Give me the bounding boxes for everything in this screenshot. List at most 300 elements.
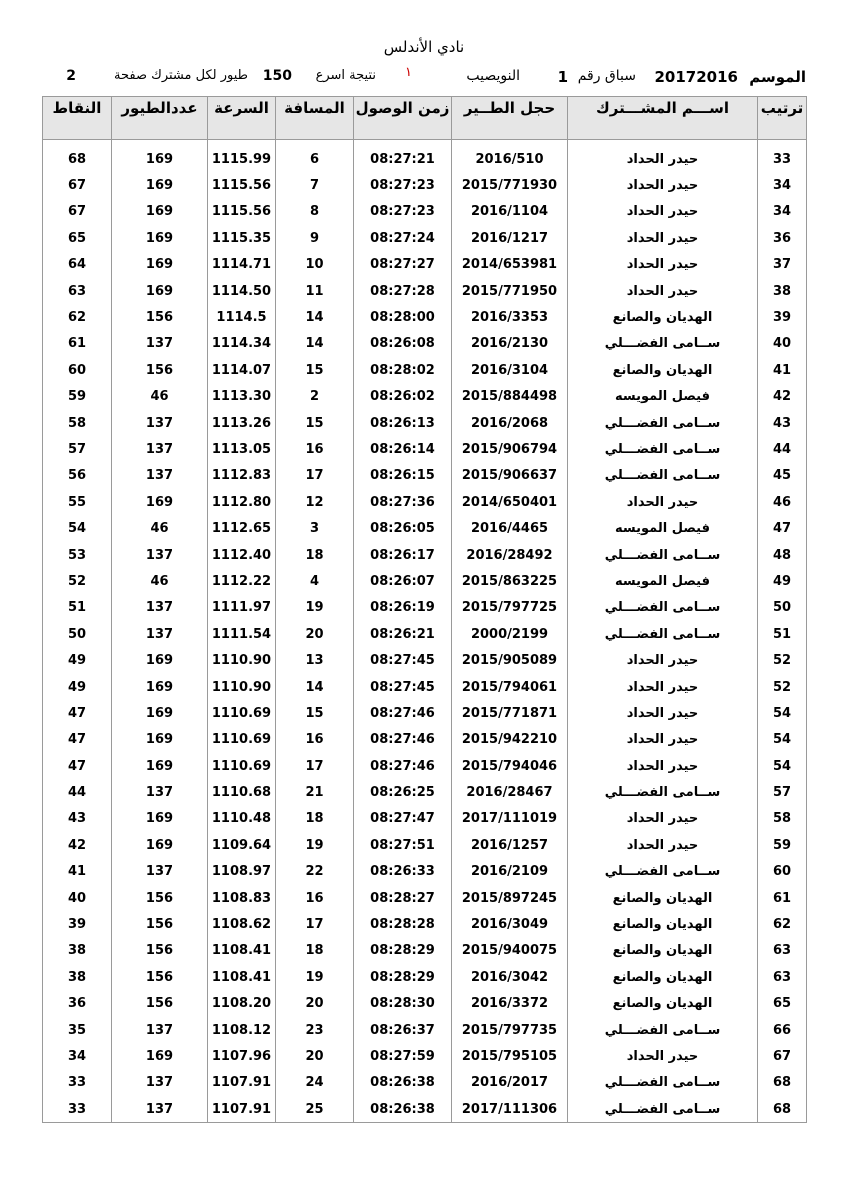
cell-points: 36 bbox=[43, 991, 112, 1017]
cell-speed: 1110.48 bbox=[208, 806, 276, 832]
cell-name: ســامى الفضـــلي bbox=[568, 859, 758, 885]
cell-name: حيدر الحداد bbox=[568, 1043, 758, 1069]
cell-birds: 169 bbox=[112, 806, 208, 832]
cell-distance: 16 bbox=[276, 885, 354, 911]
cell-name: الهديان والصانع bbox=[568, 885, 758, 911]
cell-points: 58 bbox=[43, 410, 112, 436]
cell-speed: 1115.56 bbox=[208, 199, 276, 225]
cell-ring: 2016/1217 bbox=[452, 225, 568, 251]
cell-rank: 54 bbox=[758, 727, 807, 753]
cell-rank: 34 bbox=[758, 199, 807, 225]
table-row bbox=[43, 964, 807, 990]
cell-name: حيدر الحداد bbox=[568, 252, 758, 278]
cell-points: 68 bbox=[43, 146, 112, 172]
table-row bbox=[43, 489, 807, 515]
cell-distance: 21 bbox=[276, 779, 354, 805]
cell-birds: 156 bbox=[112, 964, 208, 990]
cell-speed: 1115.56 bbox=[208, 172, 276, 198]
cell-speed: 1113.26 bbox=[208, 410, 276, 436]
cell-speed: 1112.22 bbox=[208, 568, 276, 594]
race-number-value: 1 bbox=[557, 68, 568, 86]
cell-name: ســامى الفضـــلي bbox=[568, 1070, 758, 1096]
cell-points: 59 bbox=[43, 384, 112, 410]
cell-speed: 1108.12 bbox=[208, 1017, 276, 1043]
cell-name: الهديان والصانع bbox=[568, 938, 758, 964]
cell-speed: 1108.97 bbox=[208, 859, 276, 885]
cell-name: حيدر الحداد bbox=[568, 806, 758, 832]
cell-birds: 156 bbox=[112, 938, 208, 964]
cell-points: 42 bbox=[43, 832, 112, 858]
cell-points: 49 bbox=[43, 674, 112, 700]
cell-points: 39 bbox=[43, 911, 112, 937]
cell-arrival: 08:28:28 bbox=[354, 911, 452, 937]
race-name: النويصيب bbox=[466, 68, 520, 84]
cell-points: 34 bbox=[43, 1043, 112, 1069]
cell-rank: 49 bbox=[758, 568, 807, 594]
cell-name: حيدر الحداد bbox=[568, 674, 758, 700]
cell-birds: 156 bbox=[112, 304, 208, 330]
cell-distance: 17 bbox=[276, 911, 354, 937]
cell-arrival: 08:27:23 bbox=[354, 172, 452, 198]
cell-distance: 4 bbox=[276, 568, 354, 594]
cell-birds: 169 bbox=[112, 647, 208, 673]
cell-distance: 16 bbox=[276, 436, 354, 462]
cell-points: 56 bbox=[43, 463, 112, 489]
cell-distance: 17 bbox=[276, 753, 354, 779]
col-header-distance: المسافة bbox=[276, 97, 354, 140]
cell-points: 49 bbox=[43, 647, 112, 673]
cell-speed: 1114.34 bbox=[208, 331, 276, 357]
cell-points: 35 bbox=[43, 1017, 112, 1043]
cell-name: حيدر الحداد bbox=[568, 727, 758, 753]
cell-ring: 2015/795105 bbox=[452, 1043, 568, 1069]
cell-arrival: 08:27:46 bbox=[354, 753, 452, 779]
cell-rank: 45 bbox=[758, 463, 807, 489]
cell-ring: 2016/3042 bbox=[452, 964, 568, 990]
results-table bbox=[42, 96, 807, 1123]
table-row bbox=[43, 885, 807, 911]
table-row bbox=[43, 991, 807, 1017]
cell-rank: 61 bbox=[758, 885, 807, 911]
table-row bbox=[43, 225, 807, 251]
cell-distance: 19 bbox=[276, 964, 354, 990]
table-row bbox=[43, 938, 807, 964]
cell-speed: 1113.05 bbox=[208, 436, 276, 462]
cell-rank: 58 bbox=[758, 806, 807, 832]
cell-rank: 52 bbox=[758, 647, 807, 673]
cell-ring: 2014/650401 bbox=[452, 489, 568, 515]
cell-name: ســامى الفضـــلي bbox=[568, 595, 758, 621]
cell-distance: 10 bbox=[276, 252, 354, 278]
cell-speed: 1108.62 bbox=[208, 911, 276, 937]
cell-rank: 68 bbox=[758, 1070, 807, 1096]
cell-arrival: 08:27:27 bbox=[354, 252, 452, 278]
cell-arrival: 08:26:14 bbox=[354, 436, 452, 462]
fastest-value: 150 bbox=[262, 68, 292, 84]
cell-ring: 2016/1104 bbox=[452, 199, 568, 225]
cell-birds: 169 bbox=[112, 674, 208, 700]
cell-birds: 156 bbox=[112, 991, 208, 1017]
table-row bbox=[43, 753, 807, 779]
cell-points: 63 bbox=[43, 278, 112, 304]
cell-ring: 2016/2130 bbox=[452, 331, 568, 357]
cell-name: حيدر الحداد bbox=[568, 753, 758, 779]
cell-distance: 8 bbox=[276, 199, 354, 225]
cell-name: فيصل المويسه bbox=[568, 515, 758, 541]
cell-points: 65 bbox=[43, 225, 112, 251]
cell-arrival: 08:26:07 bbox=[354, 568, 452, 594]
cell-points: 43 bbox=[43, 806, 112, 832]
table-row bbox=[43, 674, 807, 700]
cell-arrival: 08:27:36 bbox=[354, 489, 452, 515]
cell-birds: 169 bbox=[112, 199, 208, 225]
cell-arrival: 08:26:25 bbox=[354, 779, 452, 805]
table-row bbox=[43, 859, 807, 885]
cell-name: الهديان والصانع bbox=[568, 304, 758, 330]
cell-points: 33 bbox=[43, 1096, 112, 1123]
cell-arrival: 08:26:19 bbox=[354, 595, 452, 621]
cell-points: 64 bbox=[43, 252, 112, 278]
cell-name: ســامى الفضـــلي bbox=[568, 1096, 758, 1123]
cell-ring: 2015/906794 bbox=[452, 436, 568, 462]
cell-points: 53 bbox=[43, 542, 112, 568]
cell-birds: 137 bbox=[112, 331, 208, 357]
cell-arrival: 08:27:46 bbox=[354, 727, 452, 753]
cell-speed: 1111.97 bbox=[208, 595, 276, 621]
cell-points: 62 bbox=[43, 304, 112, 330]
cell-speed: 1115.35 bbox=[208, 225, 276, 251]
cell-birds: 169 bbox=[112, 225, 208, 251]
cell-speed: 1109.64 bbox=[208, 832, 276, 858]
cell-points: 38 bbox=[43, 964, 112, 990]
cell-arrival: 08:26:13 bbox=[354, 410, 452, 436]
cell-arrival: 08:26:17 bbox=[354, 542, 452, 568]
table-row bbox=[43, 595, 807, 621]
cell-ring: 2016/3353 bbox=[452, 304, 568, 330]
cell-birds: 46 bbox=[112, 568, 208, 594]
cell-ring: 2016/2109 bbox=[452, 859, 568, 885]
cell-points: 40 bbox=[43, 885, 112, 911]
cell-rank: 52 bbox=[758, 674, 807, 700]
cell-name: فيصل المويسه bbox=[568, 568, 758, 594]
cell-points: 47 bbox=[43, 700, 112, 726]
cell-rank: 54 bbox=[758, 753, 807, 779]
table-row bbox=[43, 172, 807, 198]
cell-name: حيدر الحداد bbox=[568, 832, 758, 858]
cell-rank: 36 bbox=[758, 225, 807, 251]
table-row bbox=[43, 727, 807, 753]
cell-rank: 50 bbox=[758, 595, 807, 621]
table-row bbox=[43, 647, 807, 673]
cell-birds: 137 bbox=[112, 1096, 208, 1123]
season-label: الموسم bbox=[749, 68, 806, 86]
cell-rank: 59 bbox=[758, 832, 807, 858]
cell-ring: 2016/3104 bbox=[452, 357, 568, 383]
cell-birds: 137 bbox=[112, 1070, 208, 1096]
fastest-label: نتيجة اسرع bbox=[315, 68, 376, 83]
cell-speed: 1113.30 bbox=[208, 384, 276, 410]
col-header-arrival: زمن الوصول bbox=[354, 97, 452, 140]
cell-arrival: 08:27:59 bbox=[354, 1043, 452, 1069]
cell-speed: 1107.91 bbox=[208, 1096, 276, 1123]
cell-ring: 2015/794061 bbox=[452, 674, 568, 700]
cell-rank: 60 bbox=[758, 859, 807, 885]
cell-speed: 1111.54 bbox=[208, 621, 276, 647]
cell-rank: 43 bbox=[758, 410, 807, 436]
cell-ring: 2000/2199 bbox=[452, 621, 568, 647]
table-row bbox=[43, 700, 807, 726]
cell-ring: 2015/905089 bbox=[452, 647, 568, 673]
cell-points: 50 bbox=[43, 621, 112, 647]
cell-points: 41 bbox=[43, 859, 112, 885]
cell-distance: 18 bbox=[276, 806, 354, 832]
race-info-line bbox=[42, 65, 806, 90]
cell-name: الهديان والصانع bbox=[568, 357, 758, 383]
cell-ring: 2015/897245 bbox=[452, 885, 568, 911]
cell-speed: 1108.20 bbox=[208, 991, 276, 1017]
table-row bbox=[43, 911, 807, 937]
cell-distance: 22 bbox=[276, 859, 354, 885]
cell-birds: 137 bbox=[112, 410, 208, 436]
cell-name: حيدر الحداد bbox=[568, 146, 758, 172]
cell-distance: 6 bbox=[276, 146, 354, 172]
table-row bbox=[43, 331, 807, 357]
cell-points: 55 bbox=[43, 489, 112, 515]
race-mark: ١ bbox=[405, 65, 412, 80]
cell-distance: 3 bbox=[276, 515, 354, 541]
cell-rank: 38 bbox=[758, 278, 807, 304]
cell-distance: 2 bbox=[276, 384, 354, 410]
cell-arrival: 08:28:29 bbox=[354, 938, 452, 964]
cell-speed: 1115.99 bbox=[208, 146, 276, 172]
cell-speed: 1108.41 bbox=[208, 964, 276, 990]
cell-speed: 1112.65 bbox=[208, 515, 276, 541]
col-header-rank: ترتيب bbox=[758, 97, 807, 140]
cell-distance: 9 bbox=[276, 225, 354, 251]
table-row bbox=[43, 568, 807, 594]
cell-rank: 46 bbox=[758, 489, 807, 515]
cell-ring: 2015/794046 bbox=[452, 753, 568, 779]
cell-speed: 1110.69 bbox=[208, 727, 276, 753]
cell-arrival: 08:28:27 bbox=[354, 885, 452, 911]
cell-ring: 2016/2017 bbox=[452, 1070, 568, 1096]
cell-name: الهديان والصانع bbox=[568, 991, 758, 1017]
cell-distance: 14 bbox=[276, 331, 354, 357]
cell-rank: 39 bbox=[758, 304, 807, 330]
cell-birds: 169 bbox=[112, 753, 208, 779]
cell-rank: 41 bbox=[758, 357, 807, 383]
cell-distance: 12 bbox=[276, 489, 354, 515]
cell-arrival: 08:26:33 bbox=[354, 859, 452, 885]
cell-points: 38 bbox=[43, 938, 112, 964]
table-row bbox=[43, 410, 807, 436]
cell-ring: 2017/111306 bbox=[452, 1096, 568, 1123]
cell-arrival: 08:26:08 bbox=[354, 331, 452, 357]
table-header-row bbox=[43, 97, 807, 140]
cell-birds: 137 bbox=[112, 859, 208, 885]
cell-speed: 1110.90 bbox=[208, 647, 276, 673]
cell-name: حيدر الحداد bbox=[568, 278, 758, 304]
per-page-label: طيور لكل مشترك صفحة bbox=[114, 68, 248, 83]
cell-birds: 137 bbox=[112, 542, 208, 568]
cell-name: ســامى الفضـــلي bbox=[568, 436, 758, 462]
cell-distance: 15 bbox=[276, 700, 354, 726]
cell-birds: 156 bbox=[112, 357, 208, 383]
cell-name: ســامى الفضـــلي bbox=[568, 410, 758, 436]
club-title: نادي الأندلس bbox=[383, 38, 465, 56]
page-number: 2 bbox=[66, 68, 76, 84]
cell-ring: 2016/4465 bbox=[452, 515, 568, 541]
cell-arrival: 08:26:02 bbox=[354, 384, 452, 410]
cell-ring: 2015/863225 bbox=[452, 568, 568, 594]
cell-points: 67 bbox=[43, 199, 112, 225]
cell-ring: 2015/771950 bbox=[452, 278, 568, 304]
col-header-points: النقاط bbox=[43, 97, 112, 140]
table-row bbox=[43, 832, 807, 858]
cell-speed: 1114.50 bbox=[208, 278, 276, 304]
cell-distance: 20 bbox=[276, 1043, 354, 1069]
cell-distance: 15 bbox=[276, 410, 354, 436]
cell-ring: 2015/797735 bbox=[452, 1017, 568, 1043]
cell-birds: 169 bbox=[112, 1043, 208, 1069]
cell-name: ســامى الفضـــلي bbox=[568, 331, 758, 357]
cell-arrival: 08:27:24 bbox=[354, 225, 452, 251]
table-row bbox=[43, 1017, 807, 1043]
cell-ring: 2016/510 bbox=[452, 146, 568, 172]
table-row bbox=[43, 806, 807, 832]
cell-ring: 2016/3049 bbox=[452, 911, 568, 937]
cell-birds: 46 bbox=[112, 384, 208, 410]
cell-distance: 11 bbox=[276, 278, 354, 304]
cell-distance: 14 bbox=[276, 674, 354, 700]
cell-distance: 18 bbox=[276, 938, 354, 964]
cell-arrival: 08:28:00 bbox=[354, 304, 452, 330]
cell-arrival: 08:28:02 bbox=[354, 357, 452, 383]
cell-arrival: 08:27:51 bbox=[354, 832, 452, 858]
cell-speed: 1110.90 bbox=[208, 674, 276, 700]
cell-name: حيدر الحداد bbox=[568, 225, 758, 251]
cell-ring: 2016/28492 bbox=[452, 542, 568, 568]
table-row bbox=[43, 542, 807, 568]
cell-name: ســامى الفضـــلي bbox=[568, 621, 758, 647]
table-row bbox=[43, 278, 807, 304]
cell-distance: 15 bbox=[276, 357, 354, 383]
cell-rank: 63 bbox=[758, 938, 807, 964]
cell-speed: 1108.83 bbox=[208, 885, 276, 911]
cell-birds: 156 bbox=[112, 885, 208, 911]
cell-arrival: 08:28:30 bbox=[354, 991, 452, 1017]
cell-distance: 13 bbox=[276, 647, 354, 673]
cell-speed: 1107.96 bbox=[208, 1043, 276, 1069]
cell-arrival: 08:27:23 bbox=[354, 199, 452, 225]
cell-speed: 1114.07 bbox=[208, 357, 276, 383]
cell-distance: 17 bbox=[276, 463, 354, 489]
cell-arrival: 08:27:46 bbox=[354, 700, 452, 726]
cell-rank: 33 bbox=[758, 146, 807, 172]
cell-name: ســامى الفضـــلي bbox=[568, 463, 758, 489]
table-row bbox=[43, 463, 807, 489]
cell-name: حيدر الحداد bbox=[568, 489, 758, 515]
cell-distance: 19 bbox=[276, 595, 354, 621]
cell-points: 51 bbox=[43, 595, 112, 621]
table-row bbox=[43, 515, 807, 541]
cell-birds: 137 bbox=[112, 595, 208, 621]
cell-rank: 42 bbox=[758, 384, 807, 410]
cell-birds: 169 bbox=[112, 832, 208, 858]
cell-rank: 47 bbox=[758, 515, 807, 541]
cell-name: ســامى الفضـــلي bbox=[568, 779, 758, 805]
cell-name: الهديان والصانع bbox=[568, 911, 758, 937]
table-row bbox=[43, 621, 807, 647]
col-header-name: اســـم المشـــترك bbox=[568, 97, 758, 140]
cell-speed: 1114.5 bbox=[208, 304, 276, 330]
table-row bbox=[43, 1096, 807, 1123]
cell-arrival: 08:26:38 bbox=[354, 1096, 452, 1123]
cell-distance: 25 bbox=[276, 1096, 354, 1123]
cell-ring: 2015/771871 bbox=[452, 700, 568, 726]
cell-name: حيدر الحداد bbox=[568, 700, 758, 726]
cell-distance: 7 bbox=[276, 172, 354, 198]
cell-rank: 54 bbox=[758, 700, 807, 726]
col-header-ring: حجل الطــير bbox=[452, 97, 568, 140]
cell-birds: 169 bbox=[112, 727, 208, 753]
cell-birds: 156 bbox=[112, 911, 208, 937]
cell-speed: 1112.80 bbox=[208, 489, 276, 515]
cell-distance: 18 bbox=[276, 542, 354, 568]
cell-points: 47 bbox=[43, 727, 112, 753]
cell-rank: 37 bbox=[758, 252, 807, 278]
cell-rank: 67 bbox=[758, 1043, 807, 1069]
cell-ring: 2015/942210 bbox=[452, 727, 568, 753]
cell-rank: 44 bbox=[758, 436, 807, 462]
cell-arrival: 08:26:15 bbox=[354, 463, 452, 489]
cell-ring: 2017/111019 bbox=[452, 806, 568, 832]
cell-rank: 40 bbox=[758, 331, 807, 357]
cell-points: 44 bbox=[43, 779, 112, 805]
cell-rank: 57 bbox=[758, 779, 807, 805]
table-row bbox=[43, 1070, 807, 1096]
cell-arrival: 08:26:38 bbox=[354, 1070, 452, 1096]
cell-points: 33 bbox=[43, 1070, 112, 1096]
cell-distance: 20 bbox=[276, 621, 354, 647]
cell-birds: 137 bbox=[112, 463, 208, 489]
cell-distance: 20 bbox=[276, 991, 354, 1017]
cell-speed: 1110.69 bbox=[208, 753, 276, 779]
race-number-label: سباق رقم bbox=[577, 68, 636, 84]
cell-rank: 62 bbox=[758, 911, 807, 937]
table-row bbox=[43, 146, 807, 172]
cell-arrival: 08:26:37 bbox=[354, 1017, 452, 1043]
cell-rank: 51 bbox=[758, 621, 807, 647]
cell-arrival: 08:28:29 bbox=[354, 964, 452, 990]
cell-ring: 2016/28467 bbox=[452, 779, 568, 805]
cell-ring: 2015/940075 bbox=[452, 938, 568, 964]
cell-birds: 169 bbox=[112, 700, 208, 726]
cell-birds: 137 bbox=[112, 621, 208, 647]
cell-points: 54 bbox=[43, 515, 112, 541]
cell-speed: 1114.71 bbox=[208, 252, 276, 278]
cell-birds: 46 bbox=[112, 515, 208, 541]
table-row bbox=[43, 252, 807, 278]
cell-rank: 48 bbox=[758, 542, 807, 568]
cell-points: 47 bbox=[43, 753, 112, 779]
cell-ring: 2015/797725 bbox=[452, 595, 568, 621]
cell-points: 60 bbox=[43, 357, 112, 383]
cell-points: 57 bbox=[43, 436, 112, 462]
cell-speed: 1112.40 bbox=[208, 542, 276, 568]
cell-ring: 2015/906637 bbox=[452, 463, 568, 489]
cell-arrival: 08:27:45 bbox=[354, 674, 452, 700]
